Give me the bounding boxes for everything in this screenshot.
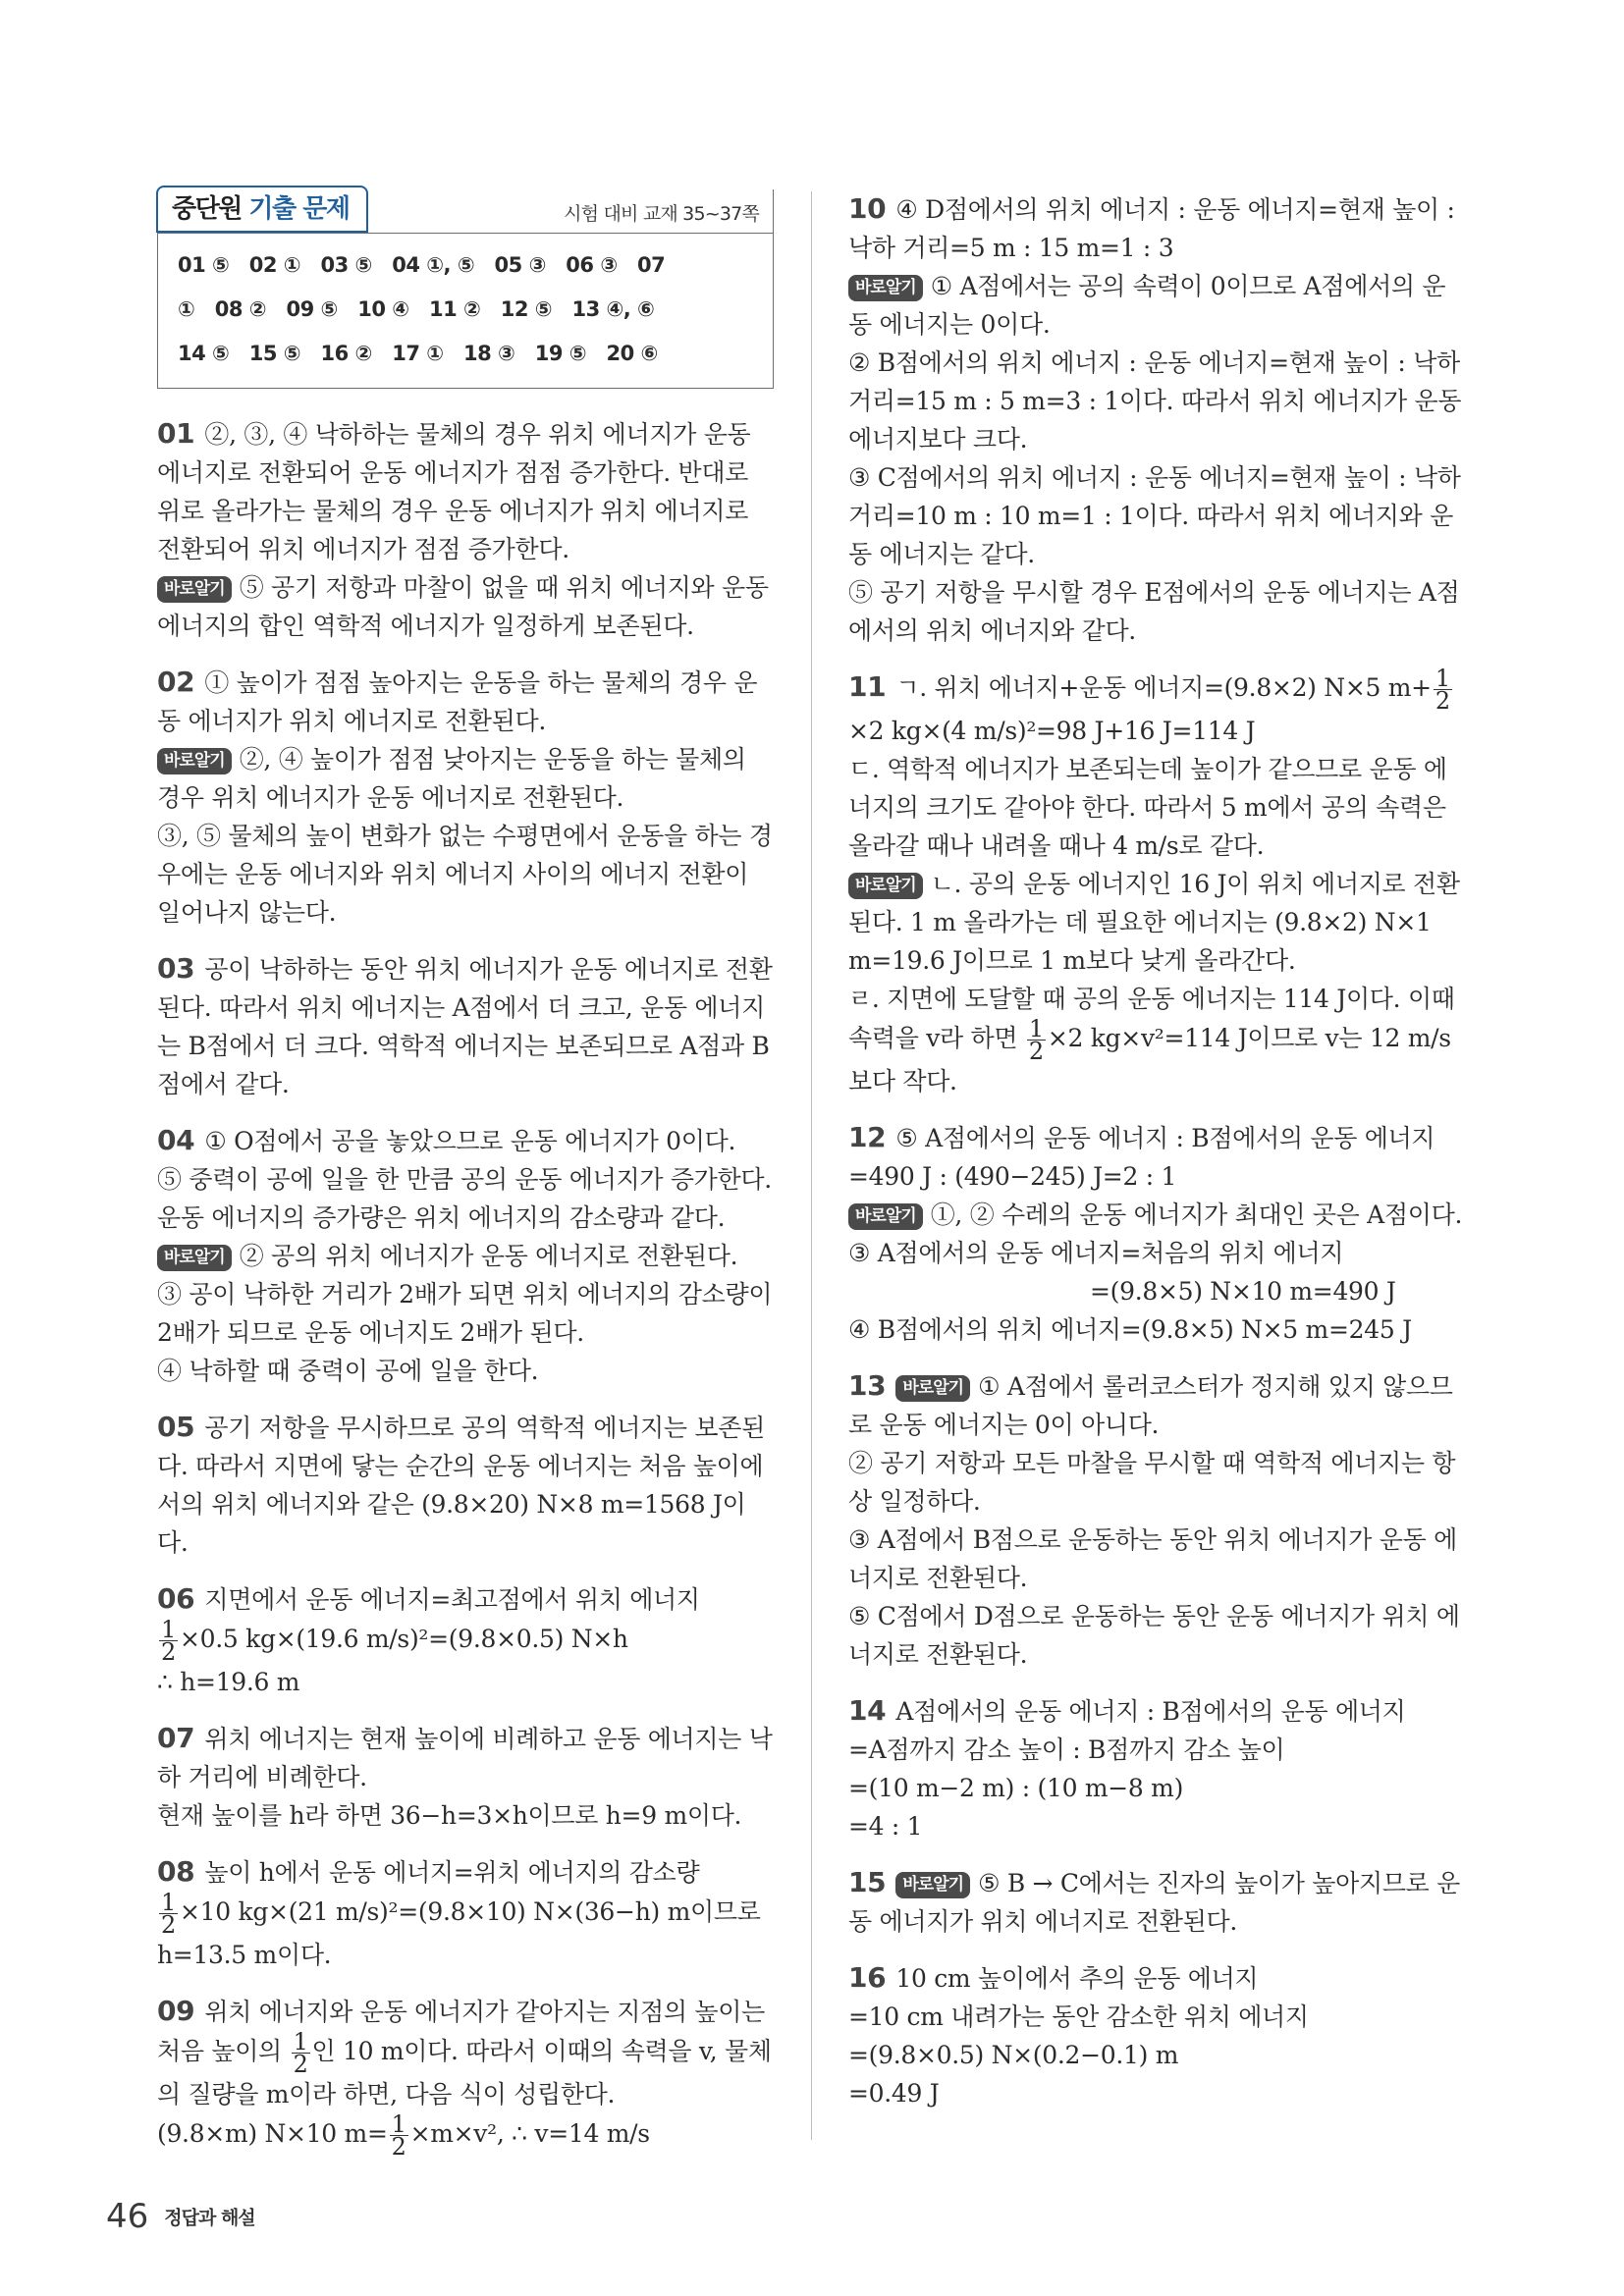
equation-text: (9.8×m) N×10 m= — [157, 2119, 388, 2148]
fraction-denominator: 2 — [293, 2051, 308, 2078]
question-number: 09 — [157, 1995, 195, 2027]
answer-key-header — [158, 189, 773, 234]
fraction-numerator: 1 — [1028, 1015, 1044, 1042]
section-tag-part1: 중단원 — [172, 194, 242, 224]
explanation-text: ②, ③, ④ 낙하하는 물체의 경우 위치 에너지가 운동 에너지로 전환되어 운동 에너지가 점점 증가한다. 반대로 위로 올라가는 물체의 경우 운동 에너지가 위치 에너지로 전환되어 위치 에너지가 점점 증가한다. — [157, 420, 751, 563]
left-column — [157, 189, 774, 2175]
section-tag-part2: 기출 문제 — [248, 194, 350, 224]
fraction-denominator: 2 — [391, 2133, 406, 2161]
question-09 — [157, 1992, 774, 2161]
correction-text: ② 공의 위치 에너지가 운동 에너지로 전환된다. — [239, 1242, 738, 1270]
equation-text: ×2 kg×(4 m/s)²=98 J+16 J=114 J — [848, 717, 1256, 745]
explanation-text: ④ D점에서의 위치 에너지 : 운동 에너지=현재 높이 : 낙하 거리=5 m : 15 m=1 : 3 — [848, 195, 1455, 262]
question-07 — [157, 1719, 774, 1835]
question-number: 08 — [157, 1855, 195, 1888]
fraction-denominator: 2 — [161, 1638, 176, 1666]
explanation-text: 공이 낙하하는 동안 위치 에너지가 운동 에너지로 전환된다. 따라서 위치 에너지는 A점에서 더 크고, 운동 에너지는 B점에서 더 크다. 역학적 에너지는 보존되므로 A점과 B점에서 같다. — [157, 955, 773, 1098]
question-number: 03 — [157, 952, 195, 985]
equation-text: =4 : 1 — [848, 1812, 923, 1841]
answer-key-box — [157, 189, 774, 389]
question-14 — [848, 1691, 1469, 1845]
equation-text: =(9.8×0.5) N×(0.2−0.1) m — [848, 2041, 1179, 2069]
correction-text: ① A점에서는 공의 속력이 0이므로 A점에서의 운동 에너지는 0이다. — [848, 272, 1446, 339]
correction-badge: 바로알기 — [895, 1375, 970, 1402]
equation-text: ㄱ. 위치 에너지+운동 에너지=(9.8×2) N×5 m+ — [895, 673, 1432, 702]
explanation-text: ① 높이가 점점 높아지는 운동을 하는 물체의 경우 운동 에너지가 위치 에너지로 전환된다. — [157, 668, 758, 735]
fraction-numerator: 1 — [161, 1616, 176, 1643]
explanation-text: ③ A점에서의 운동 에너지=처음의 위치 에너지 — [848, 1239, 1344, 1267]
explanation-text: 위치 에너지와 운동 에너지가 같아지는 지점의 높이는 처음 높이의 — [157, 1998, 765, 2065]
question-number: 11 — [848, 670, 887, 703]
equation-text: =490 J : (490−245) J=2 : 1 — [848, 1162, 1177, 1191]
textbook-reference: 시험 대비 교재 35~37쪽 — [564, 203, 759, 225]
fraction — [1434, 665, 1452, 715]
question-06 — [157, 1579, 774, 1701]
fraction — [159, 1616, 178, 1666]
explanation-text: 높이 h에서 운동 에너지=위치 에너지의 감소량 — [204, 1858, 700, 1887]
answer-line-1: 01 ⑤ 02 ① 03 ⑤ 04 ①, ⑤ 05 ③ 06 ③ 07 — [178, 253, 666, 277]
correction-text: ㄴ. 공의 운동 에너지인 16 J이 위치 에너지로 전환된다. 1 m 올라가는 데 필요한 에너지는 (9.8×2) N×1 m=19.6 J이므로 1 m보다 낮게 올라간다. — [848, 870, 1460, 975]
question-number: 12 — [848, 1121, 887, 1153]
question-11 — [848, 667, 1469, 1100]
explanation-text: ⑤ A점에서의 운동 에너지 : B점에서의 운동 에너지 — [895, 1124, 1435, 1152]
equation-text: =(9.8×5) N×10 m=490 J — [1090, 1277, 1396, 1306]
explanation-text: ④ 낙하할 때 중력이 공에 일을 한다. — [157, 1357, 539, 1385]
explanation-text: ③ A점에서 B점으로 운동하는 동안 위치 에너지가 운동 에너지로 전환된다. — [848, 1525, 1457, 1592]
explanation-text: ⑤ C점에서 D점으로 운동하는 동안 운동 에너지가 위치 에너지로 전환된다. — [848, 1602, 1460, 1669]
right-column — [848, 189, 1469, 2130]
explanation-text: ④ B점에서의 위치 에너지=(9.8×5) N×5 m=245 J — [848, 1315, 1412, 1344]
column-divider — [811, 191, 812, 2140]
explanation-text: A점에서의 운동 에너지 : B점에서의 운동 에너지 — [895, 1697, 1406, 1726]
fraction-denominator: 2 — [1435, 687, 1450, 715]
explanation-text: 인 10 m이다. 따라서 이때의 속력을 v, 물체의 질량을 m이라 하면, 다음 식이 성립한다. — [157, 2037, 772, 2109]
explanation-text: ×2 kg×v²=114 J이므로 v는 12 m/s보다 작다. — [848, 1024, 1451, 1095]
correction-badge: 바로알기 — [157, 1245, 232, 1271]
question-number: 02 — [157, 666, 195, 698]
equation-text: =10 cm 내려가는 동안 감소한 위치 에너지 — [848, 2002, 1309, 2031]
question-03 — [157, 949, 774, 1103]
fraction-numerator: 1 — [293, 2028, 308, 2056]
explanation-text: ㄷ. 역학적 에너지가 보존되는데 높이가 같으므로 운동 에너지의 크기도 같아야 한다. 따라서 5 m에서 공의 속력은 올라갈 때나 내려올 때나 4 m/s로 같다. — [848, 755, 1447, 860]
explanation-text: 위치 에너지는 현재 높이에 비례하고 운동 에너지는 낙하 거리에 비례한다. — [157, 1725, 773, 1791]
explanation-text: ③ 공이 낙하한 거리가 2배가 되면 위치 에너지의 감소량이 2배가 되므로 운동 에너지도 2배가 된다. — [157, 1280, 773, 1347]
question-12 — [848, 1118, 1469, 1349]
equation-text: =0.49 J — [848, 2079, 940, 2108]
question-number: 04 — [157, 1124, 195, 1156]
question-05 — [157, 1408, 774, 1562]
question-number: 07 — [157, 1722, 195, 1754]
explanation-text: 공기 저항을 무시하므로 공의 역학적 에너지는 보존된다. 따라서 지면에 닿는 순간의 운동 에너지는 처음 높이에서의 위치 에너지와 같은 (9.8×20) N×8 m=1568 J이다. — [157, 1414, 765, 1557]
correction-badge: 바로알기 — [848, 1203, 923, 1230]
correction-badge: 바로알기 — [157, 748, 232, 774]
page-footer — [106, 2197, 255, 2236]
explanation-text: ⑤ 공기 저항을 무시할 경우 E점에서의 운동 에너지는 A점에서의 위치 에너지와 같다. — [848, 578, 1460, 645]
question-08 — [157, 1852, 774, 1974]
page-title: 정답과 해설 — [164, 2207, 255, 2229]
explanation-text: ③ C점에서의 위치 에너지 : 운동 에너지=현재 높이 : 낙하 거리=10 m : 10 m=1 : 1이다. 따라서 위치 에너지와 운동 에너지는 같다. — [848, 463, 1461, 568]
question-number: 05 — [157, 1411, 195, 1443]
correction-badge: 바로알기 — [848, 873, 923, 899]
answer-line-2: ① 08 ② 09 ⑤ 10 ④ 11 ② 12 ⑤ 13 ④, ⑥ — [178, 297, 655, 321]
question-number: 14 — [848, 1694, 887, 1727]
correction-text: ①, ② 수레의 운동 에너지가 최대인 곳은 A점이다. — [930, 1201, 1463, 1229]
explanation-text: ㄹ. 지면에 도달할 때 공의 운동 에너지는 114 J이다. 이때 속력을 v라 하면 — [848, 985, 1455, 1052]
fraction — [1027, 1015, 1046, 1065]
fraction — [292, 2028, 310, 2078]
equation-text: ×0.5 kg×(19.6 m/s)²=(9.8×0.5) N×h — [179, 1625, 628, 1653]
equation-text: =(10 m−2 m) : (10 m−8 m) — [848, 1774, 1184, 1802]
question-02 — [157, 663, 774, 932]
question-13 — [848, 1366, 1469, 1674]
explanation-text: 지면에서 운동 에너지=최고점에서 위치 에너지 — [204, 1585, 700, 1614]
answer-line-3: 14 ⑤ 15 ⑤ 16 ② 17 ① 18 ③ 19 ⑤ 20 ⑥ — [178, 342, 658, 365]
explanation-text: ③, ⑤ 물체의 높이 변화가 없는 수평면에서 운동을 하는 경우에는 운동 에너지와 위치 에너지 사이의 에너지 전환이 일어나지 않는다. — [157, 822, 773, 927]
explanation-text: ① O점에서 공을 놓았으므로 운동 에너지가 0이다. — [204, 1127, 736, 1155]
question-number: 13 — [848, 1369, 887, 1402]
question-15 — [848, 1863, 1469, 1941]
equation-text: =A점까지 감소 높이 : B점까지 감소 높이 — [848, 1735, 1285, 1764]
correction-text: ⑤ B → C에서는 진자의 높이가 높아지므로 운동 에너지가 위치 에너지로 전환된다. — [848, 1869, 1461, 1936]
question-number: 01 — [157, 417, 195, 450]
correction-text: ⑤ 공기 저항과 마찰이 없을 때 위치 에너지와 운동 에너지의 합인 역학적 에너지가 일정하게 보존된다. — [157, 573, 769, 640]
question-number: 06 — [157, 1582, 195, 1615]
equation-result: ∴ h=19.6 m — [157, 1668, 300, 1696]
correction-text: ②, ④ 높이가 점점 낮아지는 운동을 하는 물체의 경우 위치 에너지가 운동 에너지로 전환된다. — [157, 745, 746, 812]
correction-text: ① A점에서 롤러코스터가 정지해 있지 않으므로 운동 에너지는 0이 아니다. — [848, 1372, 1453, 1439]
question-number: 16 — [848, 1961, 887, 1994]
question-number: 15 — [848, 1866, 887, 1898]
fraction-numerator: 1 — [1435, 665, 1450, 692]
correction-badge: 바로알기 — [157, 576, 232, 603]
fraction-numerator: 1 — [161, 1889, 176, 1916]
explanation-text: ② 공기 저항과 모든 마찰을 무시할 때 역학적 에너지는 항상 일정하다. — [848, 1449, 1456, 1516]
fraction — [390, 2110, 408, 2161]
equation-result: h=13.5 m이다. — [157, 1941, 332, 1969]
fraction-numerator: 1 — [391, 2110, 406, 2138]
equation-text: ×m×v², ∴ v=14 m/s — [409, 2119, 650, 2148]
correction-badge: 바로알기 — [848, 275, 923, 301]
fraction — [159, 1889, 178, 1939]
answer-grid — [158, 234, 773, 388]
question-04 — [157, 1121, 774, 1390]
page-number: 46 — [106, 2197, 149, 2236]
fraction-denominator: 2 — [1028, 1038, 1044, 1065]
explanation-text: ⑤ 중력이 공에 일을 한 만큼 공의 운동 에너지가 증가한다. 운동 에너지의 증가량은 위치 에너지의 감소량과 같다. — [157, 1165, 772, 1232]
section-tag — [156, 186, 368, 233]
correction-badge: 바로알기 — [895, 1872, 970, 1898]
explanation-text: 10 cm 높이에서 추의 운동 에너지 — [895, 1964, 1259, 1993]
explanation-text: 현재 높이를 h라 하면 36−h=3×h이므로 h=9 m이다. — [157, 1801, 742, 1830]
fraction-denominator: 2 — [161, 1911, 176, 1939]
question-10 — [848, 189, 1469, 650]
question-01 — [157, 414, 774, 645]
question-16 — [848, 1958, 1469, 2112]
equation-text: ×10 kg×(21 m/s)²=(9.8×10) N×(36−h) m이므로 — [179, 1897, 761, 1926]
question-number: 10 — [848, 192, 887, 225]
explanation-text: ② B점에서의 위치 에너지 : 운동 에너지=현재 높이 : 낙하 거리=15 m : 5 m=3 : 1이다. 따라서 위치 에너지가 운동 에너지보다 크다. — [848, 348, 1462, 454]
